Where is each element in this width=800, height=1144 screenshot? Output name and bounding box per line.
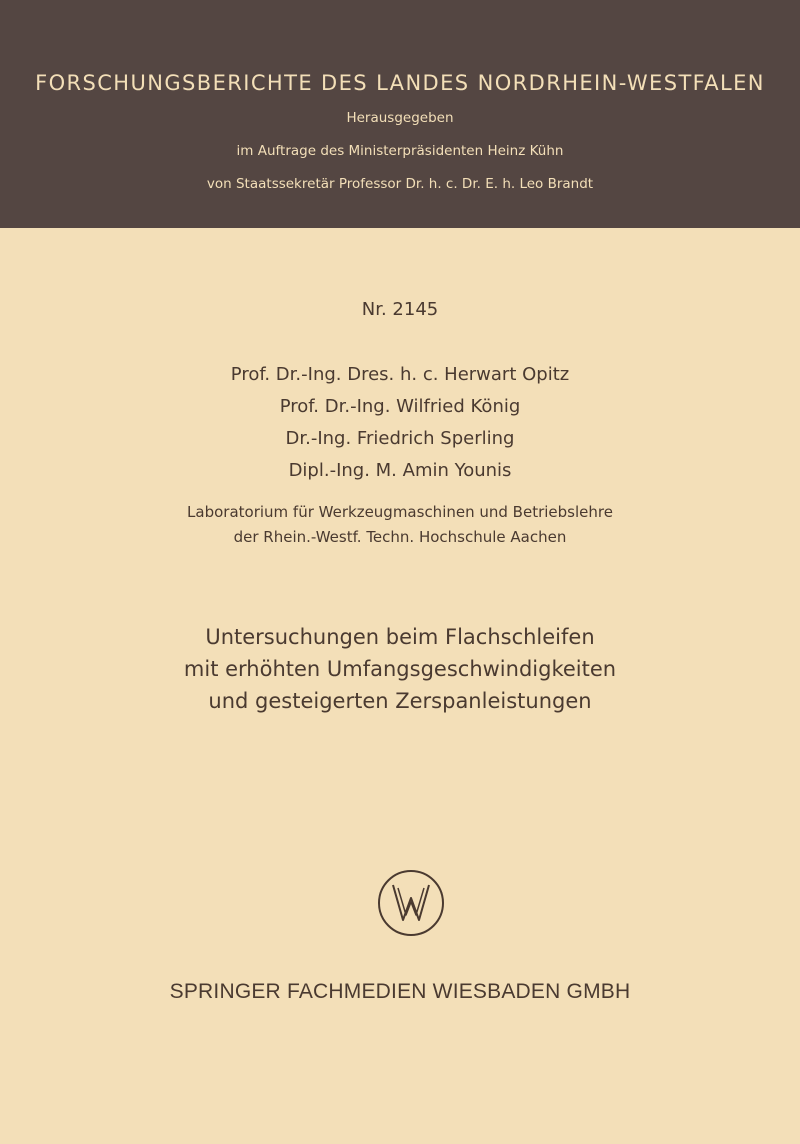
- series-title: FORSCHUNGSBERICHTE DES LANDES NORDRHEIN-WESTFALEN: [35, 71, 765, 95]
- commission-line: im Auftrage des Ministerpräsidenten Heinz Kühn: [236, 143, 564, 159]
- author-2: Prof. Dr.-Ing. Wilfried König: [279, 396, 521, 417]
- author-4: Dipl.-Ing. M. Amin Younis: [288, 460, 512, 481]
- title-line-2: mit erhöhten Umfangsgeschwindigkeiten: [183, 657, 617, 681]
- publisher-vw-logo-icon: [376, 868, 446, 938]
- author-3: Dr.-Ing. Friedrich Sperling: [285, 428, 515, 449]
- editor-name-line: von Staatssekretär Professor Dr. h. c. Dr. E. h. Leo Brandt: [206, 176, 594, 192]
- header-band: [0, 0, 800, 228]
- publisher-name: SPRINGER FACHMEDIEN WIESBADEN GMBH: [169, 980, 631, 1003]
- title-line-3: und gesteigerten Zerspanleistungen: [208, 689, 592, 713]
- title-line-1: Untersuchungen beim Flachschleifen: [205, 625, 595, 649]
- institution-line-2: der Rhein.-Westf. Techn. Hochschule Aachen: [233, 528, 567, 546]
- institution-line-1: Laboratorium für Werkzeugmaschinen und Betriebslehre: [187, 503, 613, 521]
- editor-label: Herausgegeben: [346, 110, 454, 126]
- author-1: Prof. Dr.-Ing. Dres. h. c. Herwart Opitz: [230, 364, 570, 385]
- report-number: Nr. 2145: [361, 299, 439, 320]
